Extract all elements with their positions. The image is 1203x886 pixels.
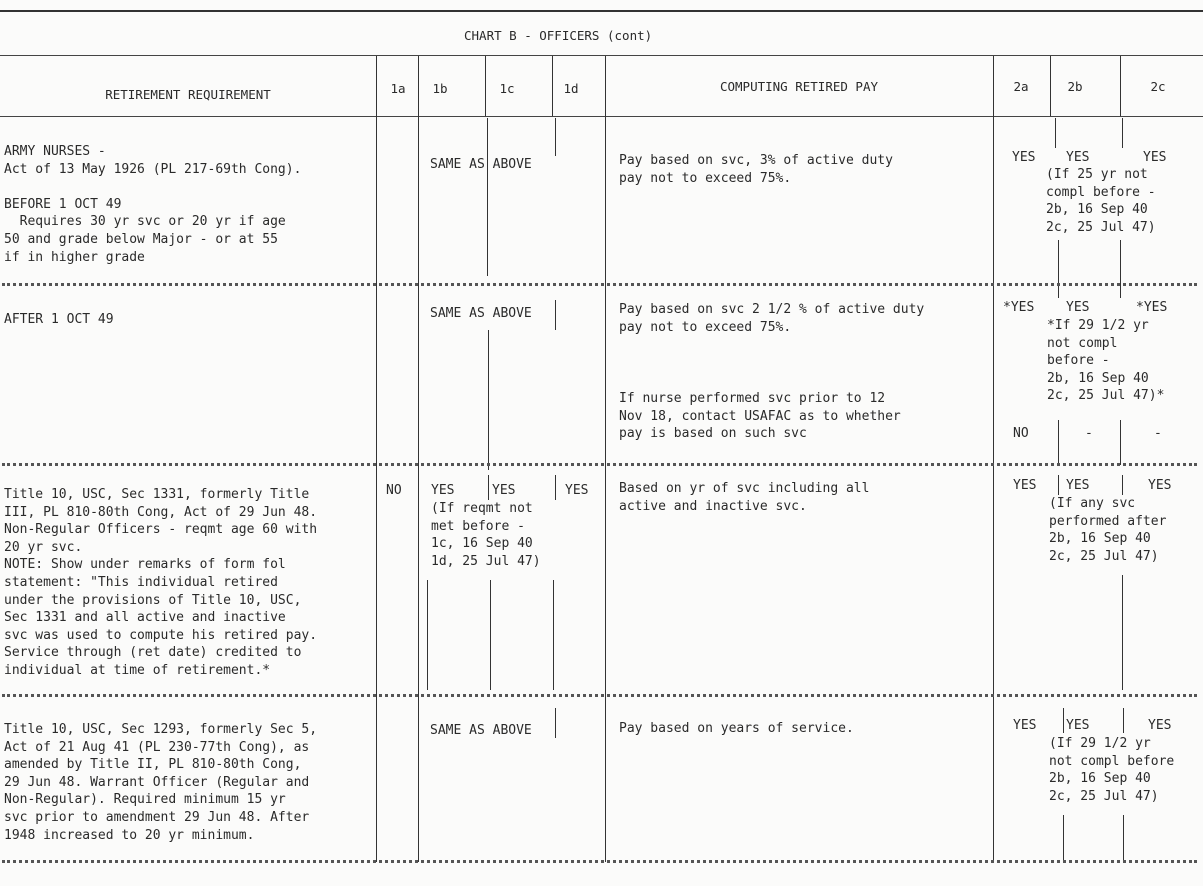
inner-line [1122, 575, 1123, 690]
row4-2b: YES [1066, 718, 1090, 733]
inner-line [553, 580, 554, 690]
inner-line [488, 330, 489, 470]
row3-note1: (If reqmt not met before - 1c, 16 Sep 40 1d, 25 Jul 47) [431, 501, 541, 569]
row3-1c: YES [492, 483, 516, 498]
header-computing-retired-pay: COMPUTING RETIRED PAY [719, 79, 879, 94]
row1-requirement: ARMY NURSES - Act of 13 May 1926 (PL 217-69th Cong). BEFORE 1 OCT 49 Requires 30 yr svc or 20 yr if age 50 and grade below Major - or at 55 if in higher grade [4, 144, 302, 265]
row3-1a: NO [386, 483, 402, 498]
header-1b: 1b [432, 81, 448, 96]
row4-requirement: Title 10, USC, Sec 1293, formerly Sec 5, Act of 21 Aug 41 (PL 230-77th Cong), as amended by Title II, PL 810-80th Cong, 29 Jun 48. Warrant Officer (Regular and Non-Regular). Required minimum 15 yr svc prior to amendment 29 Jun 48. After 1948 increased to 20 yr minimum. [4, 722, 318, 843]
row2-computing: Pay based on svc 2 1/2 % of active duty pay not to exceed 75%. [619, 302, 925, 335]
header-1c: 1c [499, 81, 515, 96]
row3-2c: YES [1148, 478, 1172, 493]
col-divider-1b [418, 56, 419, 862]
header-retirement-requirement: RETIREMENT REQUIREMENT [105, 87, 271, 102]
col-divider-2b-header [1050, 56, 1051, 116]
row2-note: *If 29 1/2 yr not compl before - 2b, 16 Sep 40 2c, 25 Jul 47)* [1047, 318, 1165, 403]
row3-note2: (If any svc performed after 2b, 16 Sep 40 2c, 25 Jul 47) [1049, 496, 1167, 564]
header-1a: 1a [390, 81, 406, 96]
inner-line [555, 475, 556, 500]
row2-2c: *YES [1136, 300, 1168, 315]
inner-line [1122, 118, 1123, 148]
row1-2b: YES [1066, 150, 1090, 165]
row4-2c: YES [1148, 718, 1172, 733]
row2-2b: YES [1066, 300, 1090, 315]
col-divider-2c-header [1120, 56, 1121, 116]
inner-line [1058, 475, 1059, 495]
row-separator [2, 283, 1197, 286]
inner-line [555, 708, 556, 738]
row3-2a: YES [1013, 478, 1037, 493]
inner-line [1120, 420, 1121, 465]
inner-line [1063, 708, 1064, 733]
inner-line [555, 118, 556, 156]
row-separator [2, 694, 1197, 697]
inner-line [488, 475, 489, 500]
header-2a: 2a [1013, 79, 1029, 94]
row1-computing: Pay based on svc, 3% of active duty pay not to exceed 75%. [619, 153, 893, 186]
row1-2a: YES [1012, 150, 1036, 165]
header-rule [0, 116, 1203, 117]
row2-2a-no: NO [1013, 426, 1029, 441]
row4-2a: YES [1013, 718, 1037, 733]
row1-same-as-above: SAME AS ABOVE [430, 157, 532, 172]
inner-line [427, 580, 428, 690]
col-divider-1a [376, 56, 377, 862]
row4-computing: Pay based on years of service. [619, 721, 854, 736]
row2-requirement: AFTER 1 OCT 49 [4, 312, 114, 327]
top-rule [0, 10, 1203, 12]
chart-title: CHART B - OFFICERS (cont) [464, 28, 653, 43]
row4-note2: (If 29 1/2 yr not compl before 2b, 16 Sep 40 2c, 25 Jul 47) [1049, 736, 1175, 804]
inner-line [1063, 815, 1064, 860]
header-2b: 2b [1067, 79, 1083, 94]
row3-requirement: Title 10, USC, Sec 1331, formerly Title III, PL 810-80th Cong, Act of 29 Jun 48. Non-Regular Officers - reqmt age 60 with 20 yr svc. NOTE: Show under remarks of form fol statement: "This individual retired under the provisions of Title 10, USC, Sec 1331 and all active and inactive svc was used to compute his retired pay. Service through (ret date) credited to individual at time of retirement.* [4, 487, 318, 678]
row3-2b: YES [1066, 478, 1090, 493]
inner-line [490, 580, 491, 690]
inner-line [1058, 240, 1059, 298]
inner-line [1058, 420, 1059, 465]
row3-1d: YES [565, 483, 589, 498]
header-2c: 2c [1150, 79, 1166, 94]
row-separator [2, 860, 1197, 863]
inner-line [1120, 240, 1121, 298]
header-1d: 1d [563, 81, 579, 96]
row3-1b: YES [431, 483, 455, 498]
inner-line [1055, 118, 1056, 148]
row2-2a: *YES [1003, 300, 1035, 315]
inner-line [487, 118, 488, 276]
inner-line [1123, 708, 1124, 733]
col-divider-2a [993, 56, 994, 862]
row3-computing: Based on yr of svc including all active and inactive svc. [619, 481, 870, 514]
row-separator [2, 463, 1197, 466]
col-divider-1d-header [552, 56, 553, 116]
row2-computing-note: If nurse performed svc prior to 12 Nov 18, contact USAFAC as to whether pay is based on such svc [619, 391, 901, 442]
title-rule [0, 55, 1203, 56]
row2-same-as-above: SAME AS ABOVE [430, 306, 532, 321]
row1-note: (If 25 yr not compl before - 2b, 16 Sep 40 2c, 25 Jul 47) [1046, 167, 1156, 235]
row2-2b-dash: - [1085, 426, 1093, 441]
row4-same-as-above: SAME AS ABOVE [430, 723, 532, 738]
row1-2c: YES [1143, 150, 1167, 165]
inner-line [1123, 815, 1124, 860]
row2-2c-dash: - [1154, 426, 1162, 441]
col-divider-computing [605, 56, 606, 862]
inner-line [555, 300, 556, 330]
col-divider-1c-header [485, 56, 486, 116]
inner-line [1122, 475, 1123, 495]
